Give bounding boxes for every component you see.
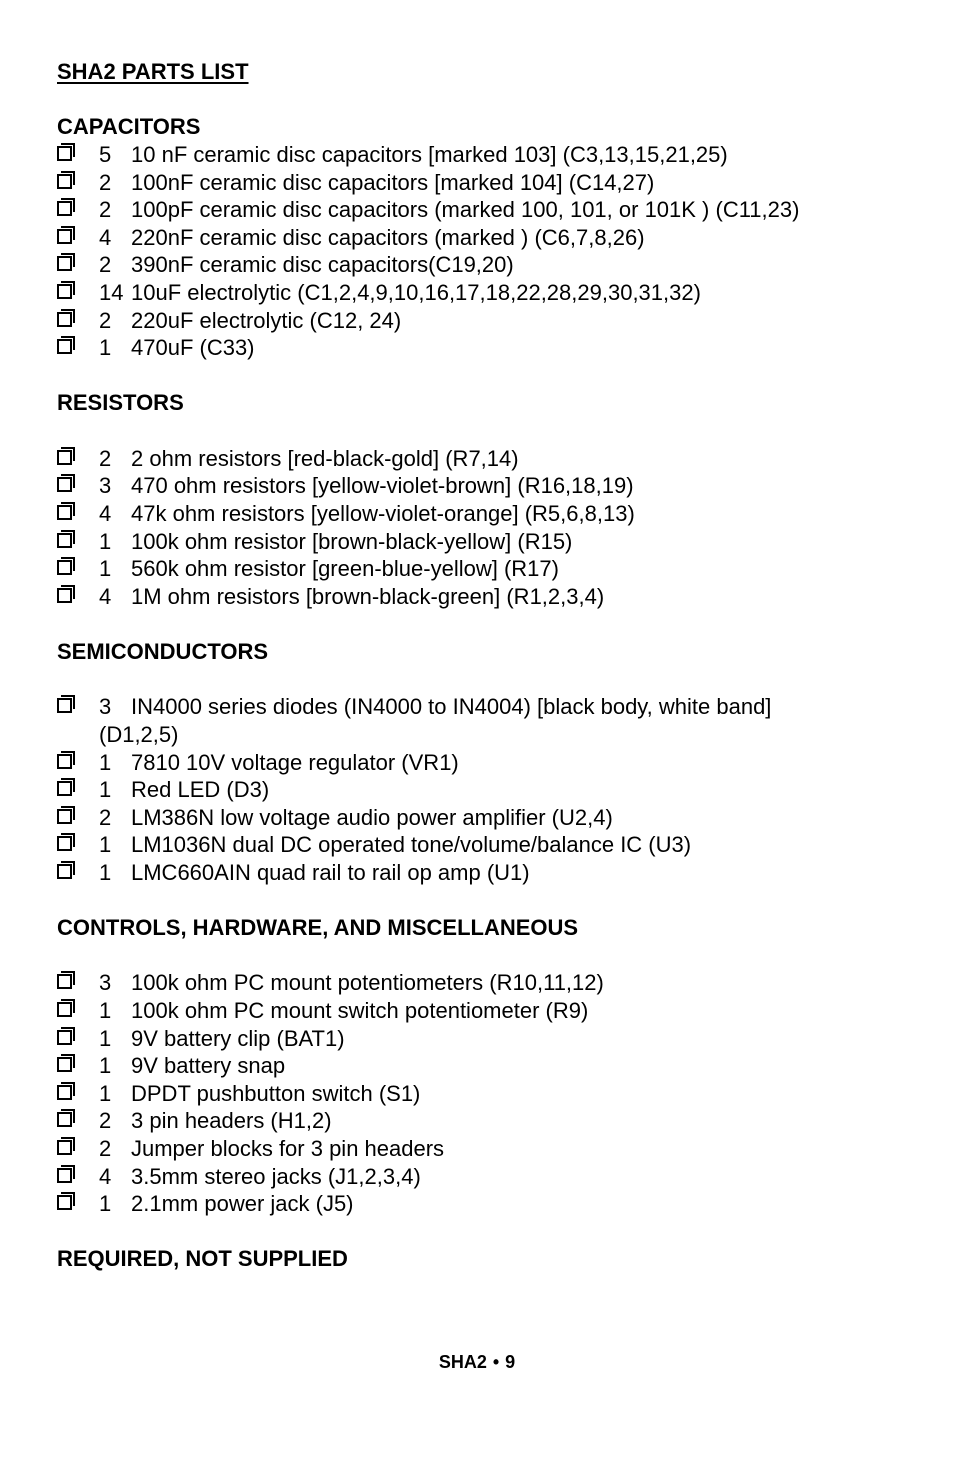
section-required-not-supplied	[57, 1245, 917, 1273]
item-description: 10 nF ceramic disc capacitors [marked 103] (C3,13,15,21,25)	[131, 142, 728, 167]
item-quantity: 4	[99, 224, 112, 250]
footer-bullet: •	[492, 1352, 500, 1372]
list-item	[57, 776, 917, 804]
item-quantity: 4	[99, 583, 112, 609]
item-description: LM1036N dual DC operated tone/volume/balance IC (U3)	[131, 832, 692, 858]
item-quantity: 1	[99, 528, 112, 554]
item-quantity: 4	[99, 500, 112, 526]
parts-list	[57, 693, 917, 886]
section-heading: CAPACITORS	[57, 114, 201, 139]
item-quantity: 4	[99, 1163, 112, 1189]
page-number: 9	[505, 1352, 516, 1372]
item-quantity: 1	[99, 749, 112, 775]
section-heading: CONTROLS, HARDWARE, AND MISCELLANEOUS	[57, 914, 579, 940]
item-description: LMC660AIN quad rail to rail op amp (U1)	[131, 859, 530, 885]
item-description: 2 ohm resistors [red-black-gold] (R7,14)	[131, 445, 519, 471]
item-quantity: 1	[99, 1191, 112, 1217]
list-item	[57, 251, 917, 279]
item-description: Jumper blocks for 3 pin headers	[131, 1136, 445, 1162]
item-quantity: 5	[99, 142, 112, 167]
checkbox-icon[interactable]	[57, 1085, 72, 1100]
item-description: 9V battery snap	[131, 1053, 286, 1079]
list-item	[57, 307, 917, 335]
parts-list	[57, 445, 917, 611]
parts-list	[57, 969, 917, 1217]
item-description: 560k ohm resistor [green-blue-yellow] (R17)	[131, 556, 559, 582]
list-item	[57, 969, 917, 997]
list-item	[57, 528, 917, 556]
item-quantity: 3	[99, 694, 112, 720]
list-item	[57, 500, 917, 528]
checkbox-icon[interactable]	[57, 1112, 72, 1127]
parts-list	[57, 141, 917, 362]
item-description: 220nF ceramic disc capacitors (marked ) (C6,7,8,26)	[131, 224, 645, 250]
item-quantity: 2	[99, 804, 112, 830]
item-description: 470 ohm resistors [yellow-violet-brown] (R16,18,19)	[131, 473, 634, 499]
list-item	[57, 1190, 917, 1218]
item-quantity: 1	[99, 1025, 112, 1051]
list-item	[57, 224, 917, 252]
section-resistors	[57, 389, 917, 610]
section-heading: SEMICONDUCTORS	[57, 638, 269, 664]
list-item	[57, 555, 917, 583]
checkbox-icon[interactable]	[57, 201, 72, 216]
list-item	[57, 196, 917, 224]
list-item	[57, 1052, 917, 1080]
checkbox-icon[interactable]	[57, 781, 72, 796]
list-item	[57, 831, 917, 859]
list-item	[57, 279, 917, 307]
item-description: 390nF ceramic disc capacitors(C19,20)	[131, 252, 514, 278]
checkbox-icon[interactable]	[57, 1195, 72, 1210]
checkbox-icon[interactable]	[57, 698, 72, 713]
item-description	[99, 693, 917, 748]
checkbox-icon[interactable]	[57, 256, 72, 271]
item-description: 3.5mm stereo jacks (J1,2,3,4)	[131, 1163, 421, 1189]
list-item	[57, 804, 917, 832]
item-description: 100k ohm resistor [brown-black-yellow] (R15)	[131, 528, 573, 554]
item-quantity: 1	[99, 1053, 112, 1079]
item-description-line: IN4000 series diodes (IN4000 to IN4004) [black body, white band]	[131, 694, 772, 720]
section-controls-hardware	[57, 914, 917, 1218]
item-quantity: 1	[99, 777, 112, 803]
checkbox-icon[interactable]	[57, 450, 72, 465]
item-description: 220uF electrolytic (C12, 24)	[131, 307, 402, 333]
section-heading: RESISTORS	[57, 390, 184, 416]
checkbox-icon[interactable]	[57, 560, 72, 575]
checkbox-icon[interactable]	[57, 864, 72, 879]
item-description: 1M ohm resistors [brown-black-green] (R1,2,3,4)	[131, 583, 605, 609]
checkbox-icon[interactable]	[57, 284, 72, 299]
item-quantity: 1	[99, 998, 112, 1024]
item-quantity: 1	[99, 859, 112, 885]
list-item	[57, 583, 917, 611]
item-description: 100nF ceramic disc capacitors [marked 104] (C14,27)	[131, 169, 655, 195]
list-item	[57, 445, 917, 473]
item-description: 9V battery clip (BAT1)	[131, 1025, 345, 1051]
checkbox-icon[interactable]	[57, 339, 72, 354]
checkbox-icon[interactable]	[57, 754, 72, 769]
checkbox-icon[interactable]	[57, 1030, 72, 1045]
item-description: 100pF ceramic disc capacitors (marked 100, 101, or 101K ) (C11,23)	[131, 197, 800, 223]
checkbox-icon[interactable]	[57, 1002, 72, 1017]
list-item	[57, 334, 917, 362]
list-item	[57, 1107, 917, 1135]
page-title: SHA2 PARTS LIST	[57, 59, 249, 84]
item-description: 47k ohm resistors [yellow-violet-orange] (R5,6,8,13)	[131, 500, 635, 526]
item-description: 2.1mm power jack (J5)	[131, 1191, 354, 1217]
item-quantity: 1	[99, 556, 112, 582]
item-quantity: 2	[99, 252, 112, 278]
item-quantity: 2	[99, 169, 112, 195]
item-description: 7810 10V voltage regulator (VR1)	[131, 749, 459, 775]
checkbox-icon[interactable]	[57, 533, 72, 548]
list-item	[57, 859, 917, 887]
checkbox-icon[interactable]	[57, 312, 72, 327]
item-quantity: 2	[99, 1136, 112, 1162]
list-item	[57, 1135, 917, 1163]
checkbox-icon[interactable]	[57, 174, 72, 189]
footer-label: SHA2	[438, 1352, 487, 1372]
list-item	[57, 1163, 917, 1191]
item-quantity: 1	[99, 1080, 112, 1106]
section-capacitors	[57, 113, 917, 362]
item-quantity: 3	[99, 473, 112, 499]
checkbox-icon[interactable]	[57, 229, 72, 244]
checkbox-icon[interactable]	[57, 1140, 72, 1155]
checkbox-icon[interactable]	[57, 505, 72, 520]
item-description: LM386N low voltage audio power amplifier (U2,4)	[131, 804, 613, 830]
section-semiconductors	[57, 638, 917, 887]
item-description: 100k ohm PC mount potentiometers (R10,11,12)	[131, 970, 604, 996]
parts-list-page	[57, 58, 917, 1301]
item-quantity: 14	[99, 279, 124, 305]
page-footer	[0, 1352, 954, 1373]
list-item	[57, 141, 917, 169]
item-description: 3 pin headers (H1,2)	[131, 1108, 332, 1134]
item-quantity: 2	[99, 197, 112, 223]
checkbox-icon[interactable]	[57, 836, 72, 851]
item-description: 100k ohm PC mount switch potentiometer (R9)	[131, 998, 589, 1024]
item-description-line: (D1,2,5)	[99, 721, 179, 747]
list-item	[57, 749, 917, 777]
list-item	[57, 169, 917, 197]
item-quantity: 2	[99, 445, 112, 471]
checkbox-icon[interactable]	[57, 588, 72, 603]
item-description: 470uF (C33)	[131, 335, 255, 361]
item-quantity: 1	[99, 832, 112, 858]
list-item	[57, 1025, 917, 1053]
section-heading: REQUIRED, NOT SUPPLIED	[57, 1246, 348, 1272]
item-description: 10uF electrolytic (C1,2,4,9,10,16,17,18,22,28,29,30,31,32)	[131, 279, 701, 305]
list-item	[57, 997, 917, 1025]
checkbox-icon[interactable]	[57, 146, 72, 161]
checkbox-icon[interactable]	[57, 809, 72, 824]
item-quantity: 2	[99, 307, 112, 333]
item-description: Red LED (D3)	[131, 777, 270, 803]
item-quantity: 2	[99, 1108, 112, 1134]
item-quantity: 1	[99, 335, 112, 361]
list-item	[57, 472, 917, 500]
list-item	[57, 693, 917, 748]
item-description: DPDT pushbutton switch (S1)	[131, 1080, 421, 1106]
checkbox-icon[interactable]	[57, 974, 72, 989]
list-item	[57, 1080, 917, 1108]
item-quantity: 3	[99, 970, 112, 996]
checkbox-icon[interactable]	[57, 477, 72, 492]
checkbox-icon[interactable]	[57, 1168, 72, 1183]
checkbox-icon[interactable]	[57, 1057, 72, 1072]
